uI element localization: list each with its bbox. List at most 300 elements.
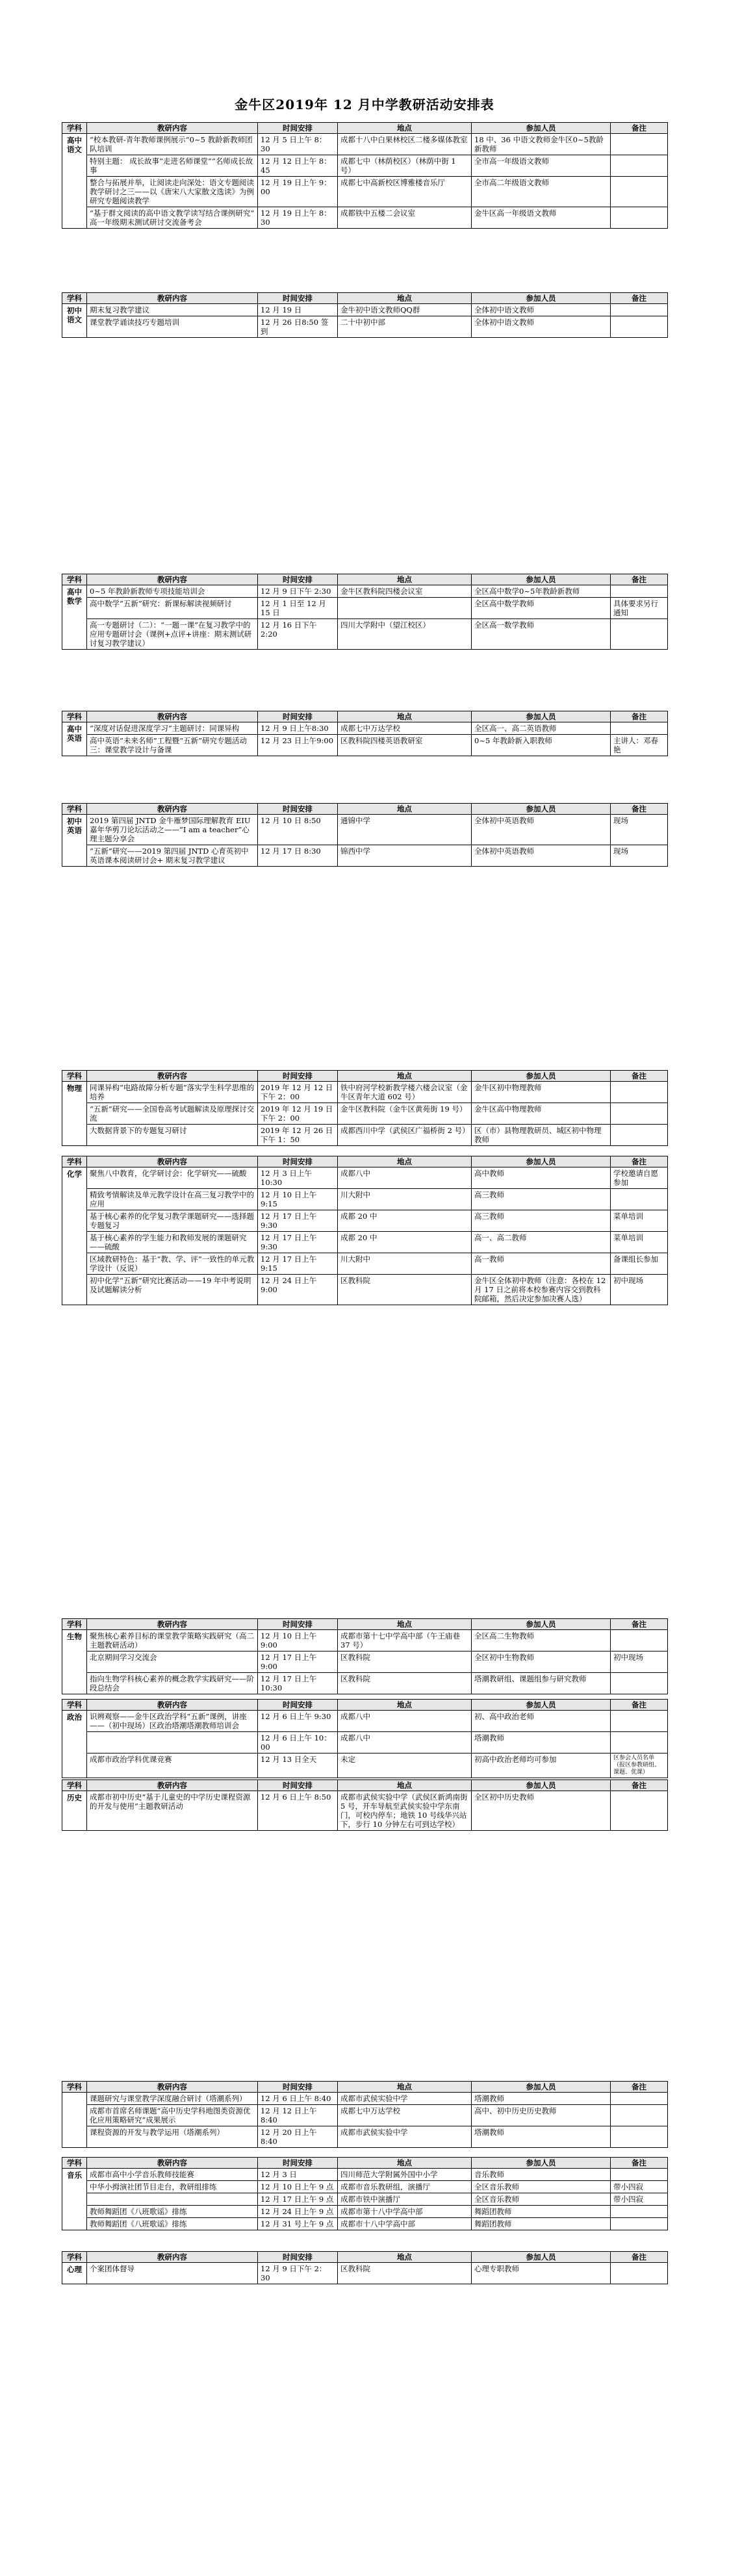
time-cell: 12 月 6 日上午 10：00 [258, 1732, 338, 1753]
column-header: 学科 [62, 123, 87, 134]
schedule-table [62, 1618, 668, 1694]
content-cell: 区域教研特色：基于“教、学、评”一致性的单元教学设计（反说） [87, 1253, 258, 1275]
column-header: 学科 [62, 293, 87, 304]
subject-cell: 生物 [62, 1630, 87, 1694]
column-header: 时间安排 [258, 2082, 338, 2093]
table-header-row [62, 2082, 668, 2093]
time-cell: 12 月 10 日上午 9 点 [258, 2181, 338, 2193]
table-header-row [62, 2252, 668, 2263]
place-cell: 成都市第十八中学高中部 [338, 2206, 472, 2218]
column-header: 参加人员 [472, 1780, 611, 1791]
time-cell: 12 月 24 日上午 9 点 [258, 2206, 338, 2218]
schedule-block [62, 2081, 667, 2148]
note-cell [611, 2169, 668, 2181]
content-cell: 特别主题： 成长故事“走进名师课堂”“名师成长故事 [87, 155, 258, 177]
column-header: 地点 [338, 804, 472, 815]
table-row [62, 2193, 668, 2206]
time-cell: 12 月 12 日上午 8：45 [258, 155, 338, 177]
time-cell: 12 月 19 日上午 8：30 [258, 207, 338, 229]
people-cell: 区（市）县物理教研员、城区初中物理教师 [472, 1125, 611, 1146]
column-header: 备注 [611, 293, 668, 304]
column-header: 备注 [611, 1780, 668, 1791]
place-cell: 成都八中 [338, 1167, 472, 1189]
time-cell: 12 月 17 日上午 9:00 [258, 1651, 338, 1673]
subject-cell: 化学 [62, 1167, 87, 1305]
column-header: 学科 [62, 1619, 87, 1630]
place-cell: 成都市十八中学高中部 [338, 2218, 472, 2230]
people-cell: 全区初中历史教师 [472, 1791, 611, 1831]
table-row [62, 619, 668, 650]
column-header: 备注 [611, 2158, 668, 2169]
table-header-row [62, 293, 668, 304]
column-header: 时间安排 [258, 1619, 338, 1630]
table-row [62, 2105, 668, 2126]
column-header: 教研内容 [87, 123, 258, 134]
column-header: 备注 [611, 804, 668, 815]
column-header: 教研内容 [87, 293, 258, 304]
note-cell [611, 1732, 668, 1753]
table-row [62, 1210, 668, 1232]
column-header: 时间安排 [258, 293, 338, 304]
note-cell [611, 304, 668, 316]
column-header: 备注 [611, 1700, 668, 1711]
schedule-table [62, 1699, 668, 1778]
time-cell: 12 月 24 日上午 9:00 [258, 1275, 338, 1305]
content-cell: “五新”研究——全国卷高考试题解读及原理探讨交流 [87, 1103, 258, 1125]
people-cell: 高中、初中历史历史教师 [472, 2105, 611, 2126]
table-row [62, 735, 668, 756]
table-row [62, 2093, 668, 2105]
place-cell: 四川大学附中（望江校区） [338, 619, 472, 650]
note-cell: 菜单培训 [611, 1232, 668, 1253]
column-header: 教研内容 [87, 1619, 258, 1630]
subject-cell: 历史 [62, 1791, 87, 1831]
place-cell: 成都十八中白果林校区二楼多媒体教室 [338, 134, 472, 155]
table-row [62, 815, 668, 845]
people-cell: 音乐教师 [472, 2169, 611, 2181]
column-header: 学科 [62, 2158, 87, 2169]
time-cell: 12 月 17 日上午 9:30 [258, 1210, 338, 1232]
note-cell [611, 2126, 668, 2148]
column-header: 参加人员 [472, 2158, 611, 2169]
column-header: 地点 [338, 1700, 472, 1711]
table-row [62, 2169, 668, 2181]
people-cell: 全体初中英语教师 [472, 815, 611, 845]
place-cell: 金牛初中语文教师QQ群 [338, 304, 472, 316]
place-cell: 区教科院 [338, 1673, 472, 1694]
column-header: 教研内容 [87, 1071, 258, 1082]
note-cell: 带小四寂 [611, 2193, 668, 2206]
schedule-table [62, 2251, 668, 2284]
column-header: 教研内容 [87, 711, 258, 722]
column-header: 地点 [338, 574, 472, 585]
column-header: 地点 [338, 123, 472, 134]
column-header: 备注 [611, 574, 668, 585]
content-cell: 初中化学“五新”研究比赛活动——19 年中考说明及试题解读分析 [87, 1275, 258, 1305]
note-cell [611, 155, 668, 177]
column-header: 学科 [62, 2252, 87, 2263]
time-cell: 12 月 3 日 [258, 2169, 338, 2181]
place-cell: 成都八中 [338, 1732, 472, 1753]
place-cell: 区教科院四楼英语教研室 [338, 735, 472, 756]
note-cell [611, 177, 668, 207]
people-cell: 高一教师 [472, 1253, 611, 1275]
table-header-row [62, 1619, 668, 1630]
content-cell: 成都市首席名师课题“高中历史学科地图类资源优化应用策略研究”成果展示 [87, 2105, 258, 2126]
place-cell: 成都八中 [338, 1711, 472, 1732]
subject-cell: 物理 [62, 1082, 87, 1146]
people-cell: 全区高二生物教师 [472, 1630, 611, 1651]
subject-cell: 高中语文 [62, 134, 87, 229]
subject-cell: 初中语文 [62, 304, 87, 338]
column-header: 备注 [611, 123, 668, 134]
time-cell: 12 月 10 日上午 9:00 [258, 1630, 338, 1651]
people-cell: 全区音乐教师 [472, 2193, 611, 2206]
place-cell: 川大附中 [338, 1253, 472, 1275]
time-cell: 12 月 6 日上午 8:50 [258, 1791, 338, 1831]
column-header: 时间安排 [258, 1156, 338, 1167]
column-header: 备注 [611, 1071, 668, 1082]
column-header: 地点 [338, 2158, 472, 2169]
time-cell: 12 月 6 日上午 9:30 [258, 1711, 338, 1732]
place-cell: 金牛区教科院（金牛区黄苑街 19 号） [338, 1103, 472, 1125]
content-cell: 成都市初中历史“基于儿童史的中学历史课程资源的开发与使用”主题教研活动 [87, 1791, 258, 1831]
content-cell: 课题研究与课堂教学深度融合研讨（塔潮系列） [87, 2093, 258, 2105]
time-cell: 12 月 20 日上午 8:40 [258, 2126, 338, 2148]
column-header: 地点 [338, 711, 472, 722]
table-row [62, 1167, 668, 1189]
note-cell [611, 2105, 668, 2126]
column-header: 备注 [611, 2252, 668, 2263]
people-cell: 塔潮教师 [472, 2126, 611, 2148]
subject-cell: 高中英语 [62, 722, 87, 756]
time-cell: 12 月 6 日上午 8:40 [258, 2093, 338, 2105]
content-cell: 同课异构“电路故障分析专题”落实学生科学思维的培养 [87, 1082, 258, 1103]
column-header: 参加人员 [472, 1619, 611, 1630]
column-header: 时间安排 [258, 1071, 338, 1082]
schedule-block [62, 803, 667, 867]
column-header: 参加人员 [472, 711, 611, 722]
time-cell: 12 月 5 日上午 8：30 [258, 134, 338, 155]
column-header: 备注 [611, 2082, 668, 2093]
time-cell: 12 月 17 日上午 10:30 [258, 1673, 338, 1694]
schedule-table [62, 1779, 668, 1831]
content-cell: 成都市高中小学音乐教师技能赛 [87, 2169, 258, 2181]
people-cell: 金牛区高一年级语文教师 [472, 207, 611, 229]
column-header: 学科 [62, 804, 87, 815]
column-header: 学科 [62, 2082, 87, 2093]
note-cell [611, 1103, 668, 1125]
place-cell: 川大附中 [338, 1189, 472, 1210]
table-row [62, 2218, 668, 2230]
time-cell: 12 月 12 日上午 8:40 [258, 2105, 338, 2126]
column-header: 学科 [62, 574, 87, 585]
table-row [62, 845, 668, 867]
place-cell: 区教科院 [338, 2263, 472, 2284]
schedule-block [62, 1156, 667, 1305]
table-row [62, 1630, 668, 1651]
column-header: 参加人员 [472, 804, 611, 815]
note-cell [611, 316, 668, 338]
note-cell [611, 2093, 668, 2105]
note-cell [611, 1711, 668, 1732]
place-cell: 成都 20 中 [338, 1210, 472, 1232]
time-cell: 12 月 10 日 8:50 [258, 815, 338, 845]
column-header: 时间安排 [258, 711, 338, 722]
column-header: 时间安排 [258, 1700, 338, 1711]
schedule-block [62, 1070, 667, 1146]
content-cell: “校本教研-青年教师课例展示“0~5 教龄新教师团队培训 [87, 134, 258, 155]
content-cell: 教师舞蹈团《八班歌谣》排练 [87, 2206, 258, 2218]
people-cell: 高三教师 [472, 1189, 611, 1210]
place-cell: 成都市铁中演播厅 [338, 2193, 472, 2206]
schedule-block [62, 1699, 667, 1778]
note-cell: 菜单培训 [611, 1210, 668, 1232]
place-cell: 成都 20 中 [338, 1232, 472, 1253]
content-cell: 指向生物学科核心素养的概念教学实践研究——阶段总结会 [87, 1673, 258, 1694]
column-header: 学科 [62, 1071, 87, 1082]
column-header: 地点 [338, 1071, 472, 1082]
table-row [62, 1189, 668, 1210]
subject-cell: 高中数学 [62, 585, 87, 650]
column-header: 参加人员 [472, 293, 611, 304]
column-header: 地点 [338, 2082, 472, 2093]
time-cell: 2019 年 12 月 19 日下午 2：00 [258, 1103, 338, 1125]
note-cell: 初中现场 [611, 1275, 668, 1305]
note-cell [611, 1082, 668, 1103]
table-row [62, 1791, 668, 1831]
schedule-table [62, 574, 668, 650]
people-cell: 舞蹈团教师 [472, 2206, 611, 2218]
people-cell: 全市高二年级语文教师 [472, 177, 611, 207]
people-cell: 高三教师 [472, 1210, 611, 1232]
time-cell: 12 月 10 日上午 9:15 [258, 1189, 338, 1210]
column-header: 备注 [611, 711, 668, 722]
content-cell: 识辨观察——金牛区政治学科“五新”课例，讲座——（初中现场）区政治塔潮塔潮教师培训会 [87, 1711, 258, 1732]
table-row [62, 1673, 668, 1694]
time-cell: 2019 年 12 月 12 日下午 2：00 [258, 1082, 338, 1103]
time-cell: 12 月 17 日 8:30 [258, 845, 338, 867]
place-cell: 通锦中学 [338, 815, 472, 845]
page-title: 金牛区2019年 12 月中学教研活动安排表 [235, 97, 494, 112]
table-row [62, 1253, 668, 1275]
note-cell: 现场 [611, 845, 668, 867]
people-cell: 全区初中生物教师 [472, 1651, 611, 1673]
schedule-block [62, 122, 667, 229]
table-row [62, 155, 668, 177]
place-cell: 成都西川中学（武侯区广福桥街 2 号） [338, 1125, 472, 1146]
schedule-block [62, 2251, 667, 2284]
schedule-table [62, 711, 668, 756]
place-cell: 成都市武侯实验中学（武侯区新鸿南街 5 号，开车导航至武侯实验中学东南门，可校内停车；地铁 10 号线华兴站下，步行 10 分钟左右可到达学校） [338, 1791, 472, 1831]
content-cell: 聚焦核心素养目标的课堂教学策略实践研究（高二主题教研活动） [87, 1630, 258, 1651]
column-header: 参加人员 [472, 1700, 611, 1711]
content-cell: 期末复习教学建议 [87, 304, 258, 316]
column-header: 地点 [338, 1156, 472, 1167]
place-cell: 金牛区教科院四楼会议室 [338, 585, 472, 598]
column-header: 教研内容 [87, 2082, 258, 2093]
place-cell: 区教科院 [338, 1651, 472, 1673]
table-row [62, 1232, 668, 1253]
schedule-table [62, 2157, 668, 2230]
column-header: 时间安排 [258, 804, 338, 815]
column-header: 教研内容 [87, 1700, 258, 1711]
content-cell: 课程资源的开发与教学运用（塔潮系列） [87, 2126, 258, 2148]
schedule-block [62, 574, 667, 650]
table-header-row [62, 2158, 668, 2169]
column-header: 地点 [338, 2252, 472, 2263]
content-cell: 中华小拇演社团节目走台，教研组排练 [87, 2181, 258, 2193]
column-header: 教研内容 [87, 804, 258, 815]
time-cell: 12 月 19 日上午 9：00 [258, 177, 338, 207]
content-cell [87, 2193, 258, 2206]
time-cell: 12 月 13 日全天 [258, 1753, 338, 1778]
note-cell: 主讲人：邓春艳 [611, 735, 668, 756]
column-header: 学科 [62, 1700, 87, 1711]
time-cell: 12 月 9 日下午 2:30 [258, 585, 338, 598]
note-cell: 现场 [611, 815, 668, 845]
note-cell [611, 2206, 668, 2218]
people-cell: 全体初中英语教师 [472, 845, 611, 867]
subject-cell: 心理 [62, 2263, 87, 2284]
people-cell: 塔潮教研组、课题组参与研究教师 [472, 1673, 611, 1694]
place-cell: 成都市武侯实验中学 [338, 2126, 472, 2148]
note-cell [611, 722, 668, 735]
time-cell: 12 月 23 日上午9:00 [258, 735, 338, 756]
people-cell: 全区音乐教师 [472, 2181, 611, 2193]
time-cell: 12 月 26 日8:50 签到 [258, 316, 338, 338]
schedule-block [62, 1779, 667, 1831]
note-cell: 具体要求另行通知 [611, 598, 668, 619]
people-cell: 全区高中数学0~5年教龄新教师 [472, 585, 611, 598]
column-header: 地点 [338, 293, 472, 304]
table-row [62, 1732, 668, 1753]
table-header-row [62, 123, 668, 134]
note-cell [611, 1189, 668, 1210]
column-header: 教研内容 [87, 1780, 258, 1791]
column-header: 参加人员 [472, 1071, 611, 1082]
table-header-row [62, 1156, 668, 1167]
time-cell: 12 月 17 日上午 9:15 [258, 1253, 338, 1275]
table-row [62, 722, 668, 735]
note-cell [611, 1791, 668, 1831]
content-cell: “基于群文阅读的高中语文教学读写结合课例研究“ 高一年级期末测试研讨交流备考会 [87, 207, 258, 229]
note-cell [611, 1630, 668, 1651]
people-cell: 塔潮教师 [472, 1732, 611, 1753]
note-cell: 区参会人员名单（报区参教研组、课题、优课） [611, 1753, 668, 1778]
content-cell: 教师舞蹈团《八班歌谣》排练 [87, 2218, 258, 2230]
time-cell: 12 月 9 日上午8:30 [258, 722, 338, 735]
schedule-table [62, 1070, 668, 1146]
column-header: 地点 [338, 1780, 472, 1791]
table-row [62, 1082, 668, 1103]
table-header-row [62, 1700, 668, 1711]
table-row [62, 2206, 668, 2218]
table-row [62, 1753, 668, 1778]
subject-cell: 政治 [62, 1711, 87, 1778]
time-cell: 12 月 1 日至 12 月 15 日 [258, 598, 338, 619]
time-cell: 12 月 16 日下午 2:20 [258, 619, 338, 650]
table-row [62, 1125, 668, 1146]
schedule-table [62, 1156, 668, 1305]
table-row [62, 177, 668, 207]
people-cell: 金牛区全体初中教师（注意：各校在 12 月 17 日之前将本校参赛内容交到教科院邮箱，然后决定参加决赛人选） [472, 1275, 611, 1305]
people-cell: 塔潮教师 [472, 2093, 611, 2105]
schedule-table [62, 803, 668, 867]
people-cell: 高一、高二教师 [472, 1232, 611, 1253]
table-row [62, 1275, 668, 1305]
column-header: 参加人员 [472, 1156, 611, 1167]
schedule-table [62, 292, 668, 338]
people-cell: 0~5 年教龄新入职教师 [472, 735, 611, 756]
schedule-block [62, 2157, 667, 2230]
table-row [62, 207, 668, 229]
note-cell [611, 619, 668, 650]
people-cell: 全区高一、高二英语教师 [472, 722, 611, 735]
table-row [62, 134, 668, 155]
note-cell [611, 1125, 668, 1146]
content-cell: 聚焦八中教育，化学研讨会：化学研究——硫酸 [87, 1167, 258, 1189]
people-cell: 舞蹈团教师 [472, 2218, 611, 2230]
place-cell: 成都七中高新校区博雅楼音乐厅 [338, 177, 472, 207]
time-cell: 12 月 19 日 [258, 304, 338, 316]
subject-cell: 音乐 [62, 2169, 87, 2230]
column-header: 参加人员 [472, 123, 611, 134]
column-header: 参加人员 [472, 2252, 611, 2263]
column-header: 时间安排 [258, 574, 338, 585]
column-header: 参加人员 [472, 574, 611, 585]
table-row [62, 304, 668, 316]
place-cell: 铁中府河学校新教学楼六楼会议室（金牛区青年大道 602 号） [338, 1082, 472, 1103]
people-cell: 高中教师 [472, 1167, 611, 1189]
note-cell: 初中现场 [611, 1651, 668, 1673]
column-header: 地点 [338, 1619, 472, 1630]
table-row [62, 598, 668, 619]
column-header: 时间安排 [258, 1780, 338, 1791]
schedule-block [62, 292, 667, 338]
time-cell: 12 月 31 号上午 9 点 [258, 2218, 338, 2230]
note-cell [611, 207, 668, 229]
column-header: 学科 [62, 1156, 87, 1167]
schedule-table [62, 122, 668, 229]
content-cell: 高一专题研讨（二）：“一题一课”在复习教学中的应用专题研讨会（课例+点评+讲座：期末测试研讨复习教学建议） [87, 619, 258, 650]
time-cell: 12 月 3 日上午 10:30 [258, 1167, 338, 1189]
column-header: 学科 [62, 1780, 87, 1791]
people-cell: 全区高一数学教师 [472, 619, 611, 650]
content-cell: 0~5 年教龄新教师专项技能培训会 [87, 585, 258, 598]
content-cell: 课堂教学诵读技巧专题培训 [87, 316, 258, 338]
note-cell [611, 2218, 668, 2230]
time-cell: 12 月 17 日上午 9 点 [258, 2193, 338, 2206]
time-cell: 12 月 9 日下午 2：30 [258, 2263, 338, 2284]
people-cell: 18 中、36 中语文教师金牛区0~5教龄新教师 [472, 134, 611, 155]
time-cell: 2019 年 12 月 26 日下午 1：50 [258, 1125, 338, 1146]
content-cell: 基于核心素养的学生能力和教师发展的课题研究——硫酸 [87, 1232, 258, 1253]
people-cell: 全体初中语文教师 [472, 304, 611, 316]
people-cell: 初、高中政治老师 [472, 1711, 611, 1732]
people-cell: 金牛区初中物理教师 [472, 1082, 611, 1103]
content-cell: 2019 第四届 JNTD 金牛雁梦国际理解教育 EIU 嘉年华剪刀论坛活动之——“I am a teacher”心理主题分享会 [87, 815, 258, 845]
place-cell: 成都七中万达学校 [338, 722, 472, 735]
subject-cell [62, 2093, 87, 2148]
table-row [62, 1103, 668, 1125]
table-header-row [62, 711, 668, 722]
table-header-row [62, 1780, 668, 1791]
column-header: 教研内容 [87, 574, 258, 585]
people-cell: 全市高一年级语文教师 [472, 155, 611, 177]
time-cell: 12 月 17 日上午 9:30 [258, 1232, 338, 1253]
column-header: 教研内容 [87, 2158, 258, 2169]
